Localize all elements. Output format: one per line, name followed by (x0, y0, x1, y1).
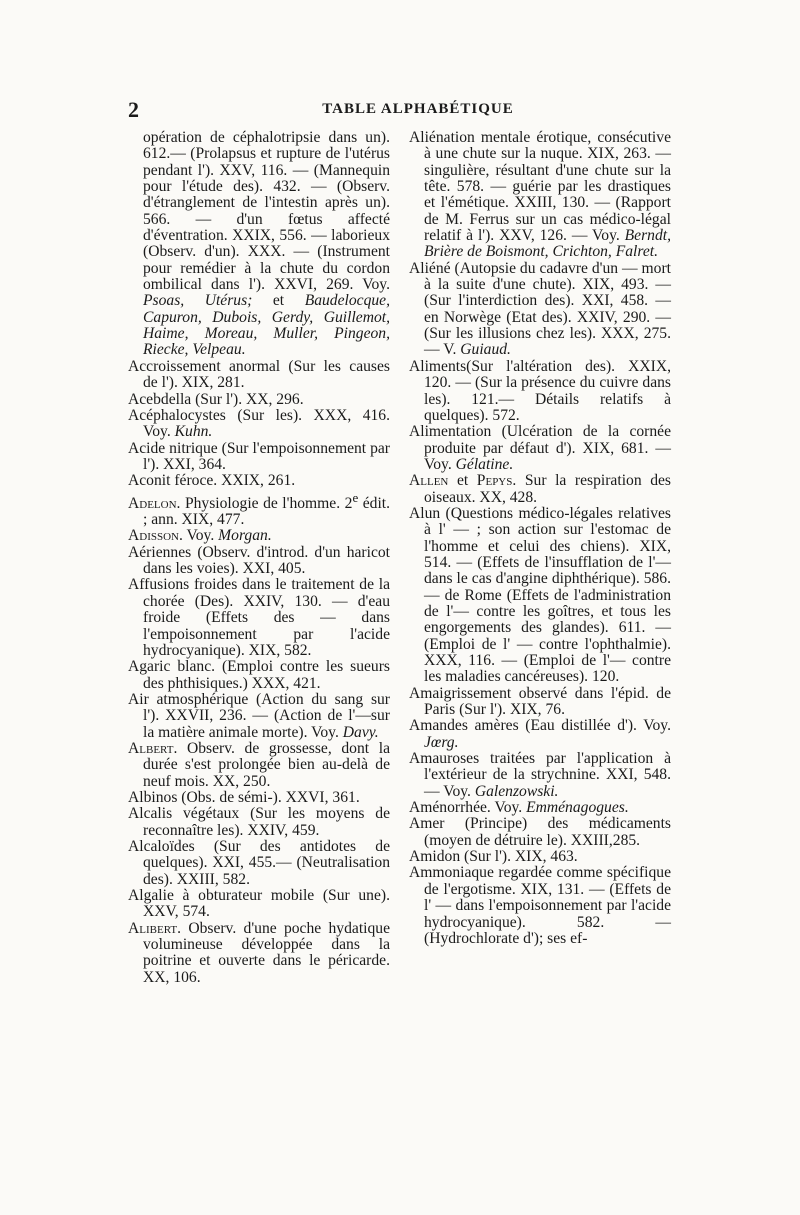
index-entry: Aliéné (Autopsie du cadavre d'un — mort à la suite d'une chute). XIX, 493. — (Sur l'interdiction des). XXI, 458. — en Norwège (Etat des). XXIV, 290. — (Sur les illusions chez les). XXX, 275. — V. Guiaud. (409, 259, 671, 359)
right-column (409, 130, 671, 947)
index-entry: Acide nitrique (Sur l'empoisonnement par l'). XXI, 364. (128, 439, 390, 473)
index-entry: Acéphalocystes (Sur les). XXX, 416. Voy. Kuhn. (128, 406, 390, 441)
index-entry: Affusions froides dans le traitement de la chorée (Des). XXIV, 130. — d'eau froide (Effets des — dans l'empoisonnement par l'acide hydrocyanique). XIX, 582. (128, 576, 390, 659)
index-entry: Aménorrhée. Voy. Emménagogues. (409, 799, 629, 817)
index-entry: Amaigrissement observé dans l'épid. de Paris (Sur l'). XIX, 76. (409, 684, 671, 719)
index-entry: Albinos (Obs. de sémi-). XXVI, 361. (128, 788, 360, 806)
index-entry: Amandes amères (Eau distillée d'). Voy. Jœrg. (409, 717, 671, 751)
index-entry: Alcaloïdes (Sur des antidotes de quelques). XXI, 455.— (Neutralisation des). XXIII, 582. (128, 837, 390, 888)
page-number: 2 (128, 97, 139, 122)
index-entry: Allen et Pepys. Sur la respiration des oiseaux. XX, 428. (409, 472, 671, 506)
index-entry: Aliénation mentale érotique, consécutive à une chute sur la nuque. XIX, 263. — singulière, résultant d'une chute sur la tête. 578. — guérie par les drastiques et l'émétique. XXIII, 130. — (Rapport de M. Ferrus sur un cas médico-légal relatif à l'). XXV, 126. — Voy. Berndt, Brière de Boismont, Crichton, Falret. (409, 129, 671, 261)
index-entry: Aconit féroce. XXIX, 261. (128, 472, 296, 490)
index-entry: Adelon. Physiologie de l'homme. 2e édit. ; ann. XIX, 477. (128, 489, 391, 529)
index-entry: Adisson. Voy. Morgan. (128, 527, 272, 545)
index-entry: Ammoniaque regardée comme spécifique de l'ergotisme. XIX, 131. — (Effets de l' — dans l'empoisonnement par l'acide hydrocyanique). 582. — (Hydrochlorate d'); ses ef- (409, 864, 671, 947)
left-column (128, 130, 390, 986)
index-entry: Amauroses traitées par l'application à l'extérieur de la strychnine. XXI, 548. — Voy. Galenzowski. (409, 750, 671, 800)
index-entry: Air atmosphérique (Action du sang sur l'). XXVII, 236. — (Action de l'—sur la matière animale morte). Voy. Davy. (128, 690, 390, 741)
running-title: TABLE ALPHABÉTIQUE (322, 101, 514, 117)
index-entry: Albert. Observ. de grossesse, dont la durée s'est prolongée bien au-delà de neuf mois. XX, 250. (128, 739, 390, 790)
index-entry: Amer (Principe) des médicaments (moyen de détruire le). XXIII,285. (409, 815, 671, 849)
index-entry: Alcalis végétaux (Sur les moyens de reconnaître les). XXIV, 459. (128, 805, 390, 839)
index-entry: Acebdella (Sur l'). XX, 296. (128, 390, 304, 408)
index-entry: Aliments(Sur l'altération des). XXIX, 120. — (Sur la présence du cuivre dans les). 121.— Détails relatifs à quelques). 572. (409, 357, 671, 424)
index-entry: Alun (Questions médico-légales relatives à l' — ; son action sur l'estomac de l'homme et celui des chiens). XIX, 514. — (Effets de l'insufflation de l'—dans le cas d'angine diphthérique). 586. — de Rome (Effets de l'administration de l'— contre les goîtres, et tous les engorgements des glandes). 611. — (Emploi de l' — contre l'ophthalmie). XXX, 116. — (Emploi de l'— contre les maladies cancéreuses). 120. (409, 504, 671, 686)
index-entry: Algalie à obturateur mobile (Sur une). XXV, 574. (128, 887, 390, 921)
index-entry: Agaric blanc. (Emploi contre les sueurs des phthisiques.) XXX, 421. (128, 658, 390, 692)
index-entry: opération de céphalotripsie dans un). 612.— (Prolapsus et rupture de l'utérus pendant l'). XXV, 116. — (Mannequin pour l'étude des). 432. — (Observ. d'étranglement de l'intestin après un). 566. — d'un fœtus affecté d'éventration. XXIX, 556. — laborieux (Observ. d'un). XXX. — (Instrument pour remédier à la chute du cordon ombilical dans l'). XXVI, 269. Voy. Psoas, Utérus; et Baudelocque, Capuron, Dubois, Gerdy, Guillemot, Haime, Moreau, Muller, Pingeon, Riecke, Velpeau. (143, 129, 390, 359)
index-entry: Accroissement anormal (Sur les causes de l'). XIX, 281. (128, 357, 390, 392)
index-entry: Aériennes (Observ. d'introd. d'un haricot dans les voies). XXI, 405. (128, 543, 390, 578)
index-entry: Alibert. Observ. d'une poche hydatique volumineuse développée dans la poitrine et ouverte dans le péricarde. XX, 106. (128, 919, 390, 986)
index-entry: Amidon (Sur l'). XIX, 463. (409, 848, 578, 866)
index-entry: Alimentation (Ulcération de la cornée produite par défaut d'). XIX, 681. — Voy. Gélatine. (409, 423, 671, 473)
